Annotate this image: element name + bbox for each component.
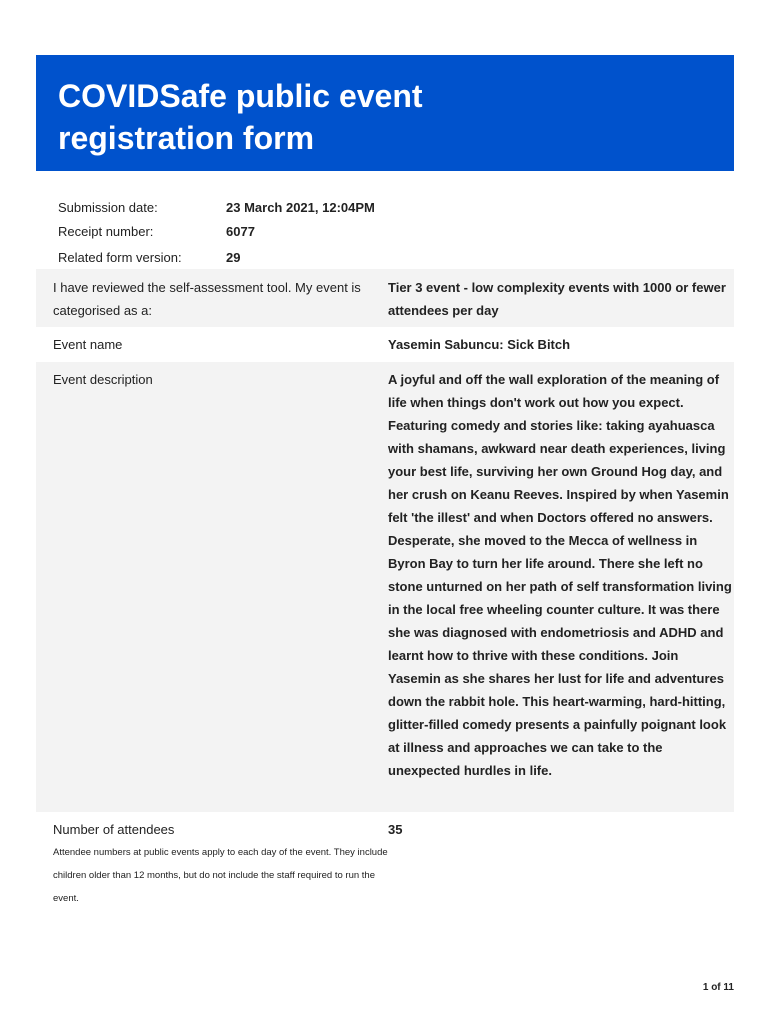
attendees-row — [36, 812, 734, 922]
attendees-value: 35 — [388, 822, 403, 837]
form-version-value: 29 — [226, 250, 241, 265]
event-name-value: Yasemin Sabuncu: Sick Bitch — [388, 337, 571, 352]
category-label: I have reviewed the self-assessment tool. My event is categorised as a: — [53, 280, 361, 318]
event-description-label: Event description — [53, 372, 153, 387]
event-name-row — [36, 327, 734, 362]
attendees-label: Number of attendees — [53, 822, 175, 837]
submission-date-label: Submission date: — [58, 200, 158, 215]
form-header — [36, 55, 734, 171]
receipt-number-label: Receipt number: — [58, 224, 154, 239]
receipt-number-value: 6077 — [226, 224, 255, 239]
attendees-note: Attendee numbers at public events apply to each day of the event. They include children older than 12 months, but do not include the staff required to run the event. — [53, 847, 388, 904]
submission-date-value: 23 March 2021, 12:04PM — [226, 200, 375, 215]
event-description-value: A joyful and off the wall exploration of the meaning of life when things don't work out how you expect. Featuring comedy and stories like: taking ayahuasca with shamans, awkward near death experiences, living your best life, surviving her own Ground Hog day, and her crush on Keanu Reeves. Inspired by when Yasemin felt 'the illest' and when Doctors offered no answers. Desperate, she moved to the Mecca of wellness in Byron Bay to turn her life around. There she left no stone unturned on her path of self transformation living in the local free wheeling counter culture. It was there she was diagnosed with endometriosis and ADHD and learnt how to thrive with these conditions. Join Yasemin as she shares her lust for life and adventures down the rabbit hole. This heart-warming, hard-hitting, glitter-filled comedy presents a painfully poignant look at illness and approaches we can take to the unexpected hurdles in life. — [388, 372, 732, 778]
page-number: 1 of 11 — [702, 982, 734, 993]
form-title: COVIDSafe public event registration form — [58, 78, 423, 156]
event-description-row — [36, 362, 734, 812]
event-name-label: Event name — [53, 337, 123, 352]
category-value: Tier 3 event - low complexity events with 1000 or fewer attendees per day — [388, 280, 726, 318]
form-version-label: Related form version: — [58, 250, 182, 265]
category-row — [36, 269, 734, 327]
